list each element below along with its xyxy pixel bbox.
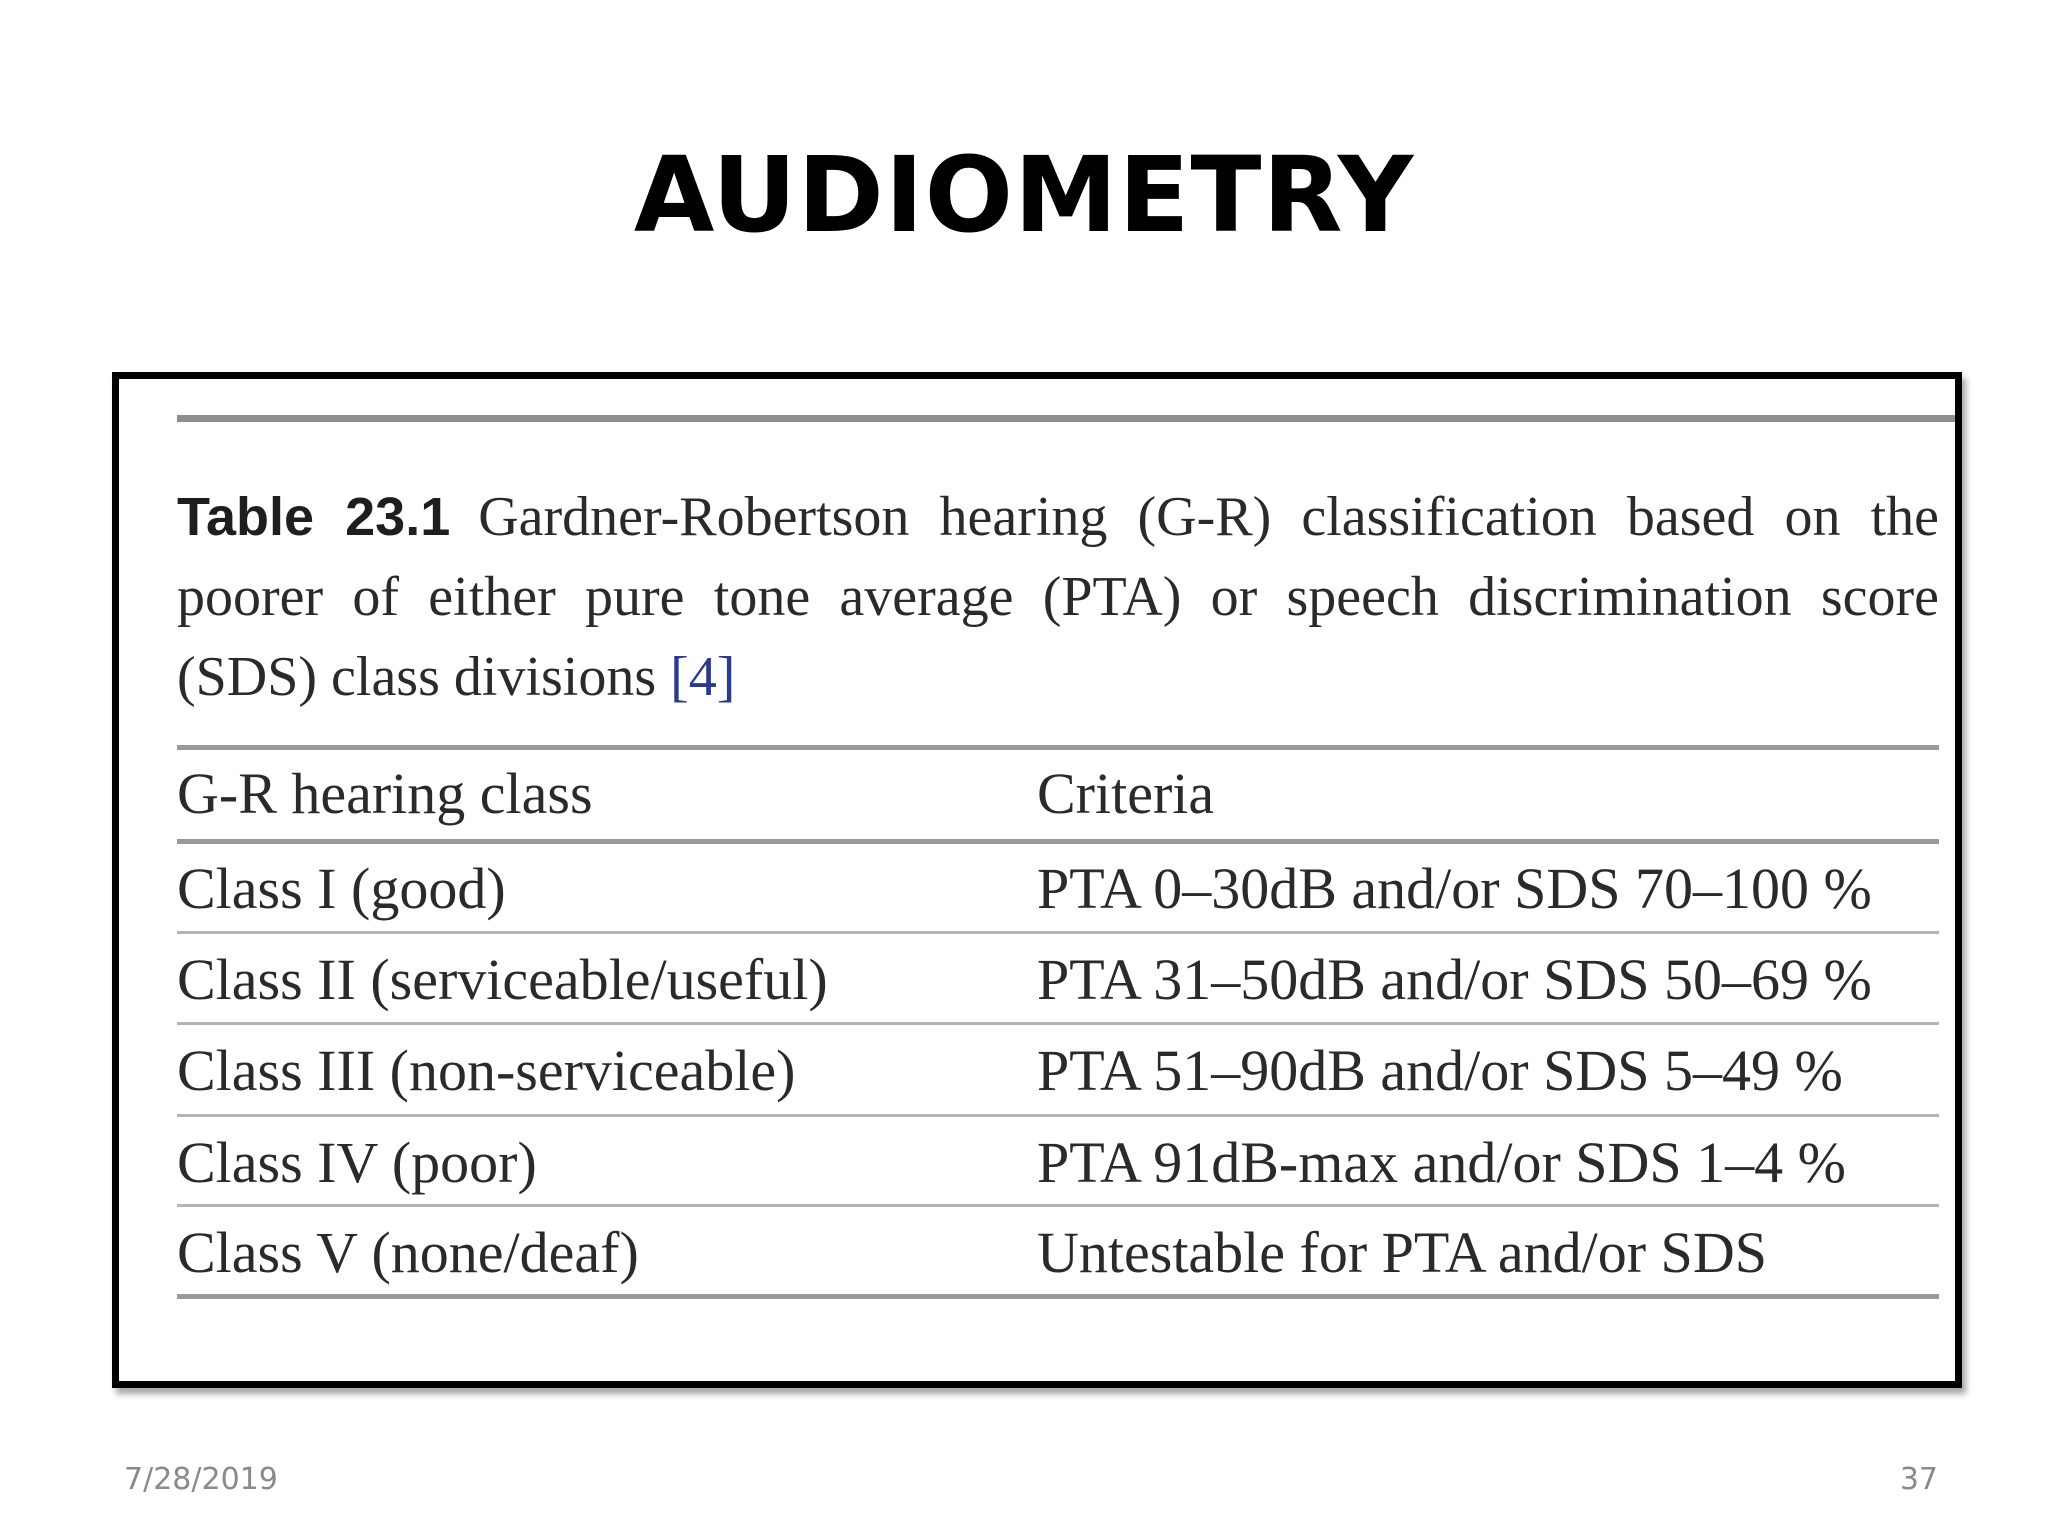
table-header-criteria: Criteria: [1037, 761, 1215, 826]
table-figure: [112, 372, 1962, 1388]
table-cell-criteria: PTA 51–90dB and/or SDS 5–49 %: [1037, 1038, 1843, 1103]
slide-date: 7/28/2019: [124, 1462, 278, 1497]
table-content: [177, 379, 1959, 1381]
table-cell-criteria: PTA 31–50dB and/or SDS 50–69 %: [1037, 947, 1872, 1012]
table-top-rule: [177, 415, 1959, 422]
table-cell-class: Class IV (poor): [177, 1130, 537, 1195]
slide-number: 37: [1899, 1462, 1938, 1497]
row-separator: [177, 931, 1939, 934]
table-cell-class: Class V (none/deaf): [177, 1220, 639, 1285]
table-caption: [177, 477, 1939, 717]
table-cell-class: Class II (serviceable/useful): [177, 947, 828, 1012]
slide-title: AUDIOMETRY: [633, 134, 1415, 256]
table-header-class: G-R hearing class: [177, 761, 593, 826]
table-caption-reference[interactable]: [4]: [670, 646, 736, 708]
table-cell-class: Class III (non-serviceable): [177, 1038, 796, 1103]
table-bottom-rule: [177, 1294, 1939, 1299]
table-cell-class: Class I (good): [177, 856, 506, 921]
row-separator: [177, 1204, 1939, 1207]
table-caption-text: Gardner-Robertson hearing (G-R) classification based on the poorer of either pure tone average (PTA) or speech discrimination score (SDS) class divisions: [177, 486, 1939, 708]
table-cell-criteria: Untestable for PTA and/or SDS: [1037, 1220, 1767, 1285]
row-separator: [177, 1114, 1939, 1117]
table-cell-criteria: PTA 91dB-max and/or SDS 1–4 %: [1037, 1130, 1846, 1195]
header-bottom-rule: [177, 839, 1939, 844]
header-top-rule: [177, 745, 1939, 750]
row-separator: [177, 1022, 1939, 1025]
table-cell-criteria: PTA 0–30dB and/or SDS 70–100 %: [1037, 856, 1872, 921]
table-label: Table 23.1: [177, 487, 451, 547]
